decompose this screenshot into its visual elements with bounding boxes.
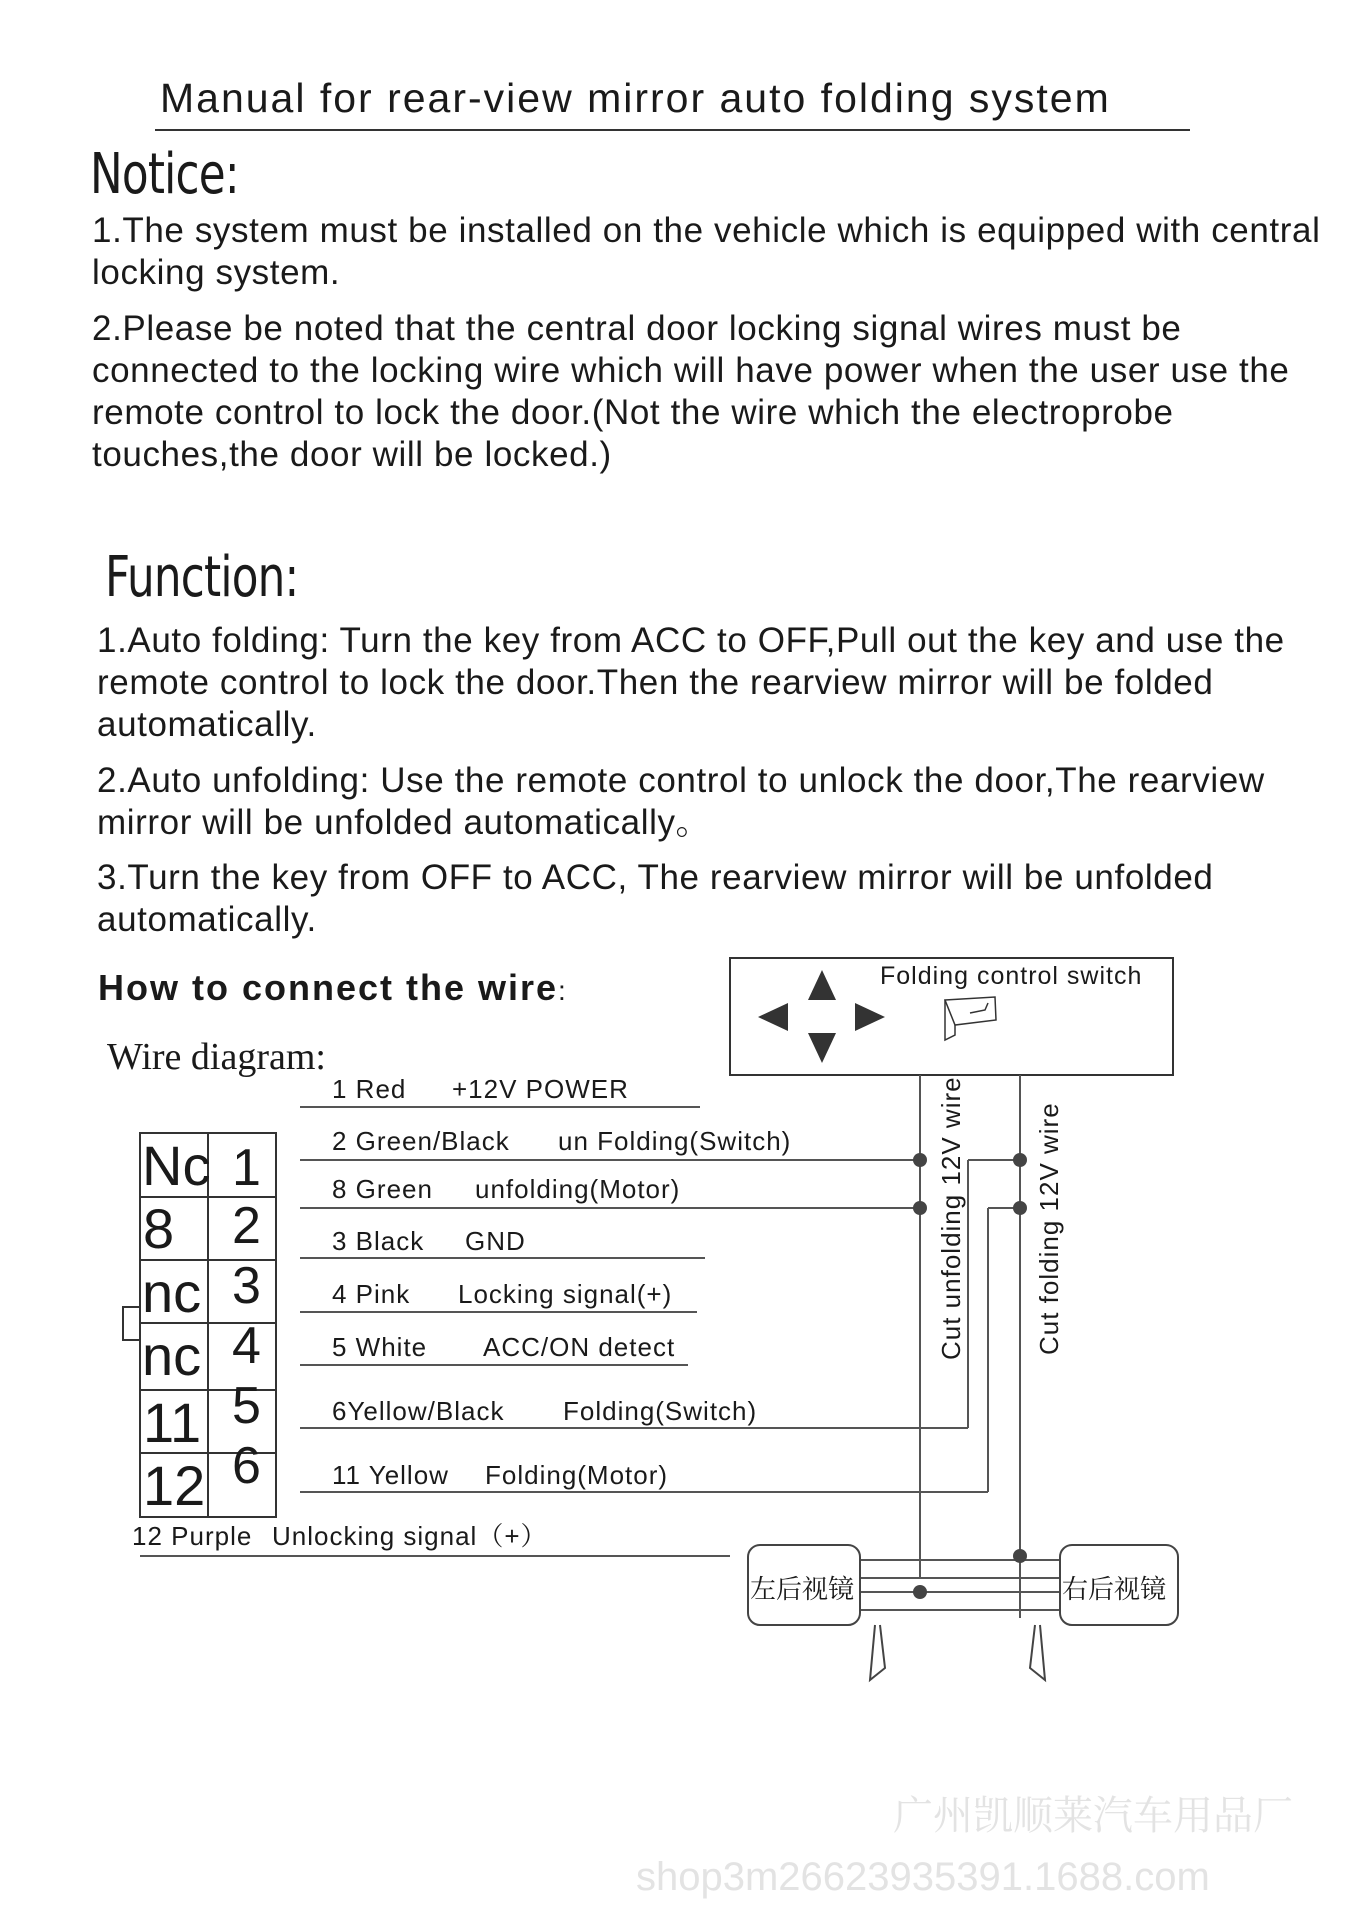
arrow-left-icon [758, 1003, 788, 1031]
wire-5-function: Locking signal(+) [458, 1279, 673, 1309]
junction-dot [913, 1585, 927, 1599]
cut-unfolding-label: Cut unfolding 12V wire [936, 1076, 966, 1360]
junction-dot [913, 1153, 927, 1167]
connector-pin-right-2: 2 [232, 1197, 261, 1255]
connector-pin-left-3: nc [142, 1261, 202, 1324]
wire-5-name: 4 Pink [332, 1279, 411, 1309]
connector-pin-right-1: 1 [232, 1139, 261, 1197]
connector-pin-left-6: 12 [143, 1454, 206, 1517]
connector-pin-right-6: 6 [232, 1437, 261, 1495]
folding-switch-label: Folding control switch [880, 962, 1143, 990]
wire-6-function: ACC/ON detect [483, 1332, 676, 1362]
connect-heading-colon: : [558, 975, 568, 1006]
connector-pin-left-2: 8 [143, 1197, 175, 1260]
arrow-down-icon [808, 1033, 836, 1063]
document-title: Manual for rear-view mirror auto folding system [160, 75, 1111, 121]
function-item-3: 3.Turn the key from OFF to ACC, The rearview mirror will be unfolded automatically. [97, 858, 1214, 939]
connector-pin-left-1: Nc [142, 1134, 211, 1197]
connector-pin-left-5: 11 [143, 1391, 202, 1454]
junction-dot [1013, 1549, 1027, 1563]
junction-dot [1013, 1201, 1027, 1215]
wire-9-function: Unlocking signal（+） [272, 1521, 548, 1551]
wire-4-name: 3 Black [332, 1226, 425, 1256]
wire-7-function: Folding(Switch) [563, 1396, 758, 1426]
wire-3-function: unfolding(Motor) [475, 1174, 681, 1204]
connector-pin-right-4: 4 [232, 1317, 261, 1375]
wire-8-function: Folding(Motor) [485, 1460, 669, 1490]
mirror-switch-icon [945, 997, 996, 1040]
wire-1-name: 1 Red [332, 1074, 407, 1104]
wire-diagram-label: Wire diagram: [107, 1036, 326, 1078]
connect-heading-text: How to connect the wire [98, 967, 559, 1008]
function-heading: Function: [105, 545, 299, 610]
right-mirror-label: 右后视镜 [1062, 1575, 1167, 1605]
watermark-shop: shop3m26623935391.1688.com [636, 1855, 1210, 1899]
wire-2-function: un Folding(Switch) [558, 1126, 792, 1156]
notice-item-2: 2.Please be noted that the central door locking signal wires must be connected to the locking wire which will have power when the user use the remote control to lock the door.(Not the wire which the electroprobe touches,the door will be locked.) [92, 309, 1290, 474]
wire-9-name: 12 Purple [132, 1521, 253, 1551]
connector-pin-right-5: 5 [232, 1377, 261, 1435]
junction-dot [913, 1201, 927, 1215]
notice-heading: Notice: [90, 142, 239, 207]
watermark-company: 广州凯顺莱汽车用品厂 [893, 1794, 1293, 1838]
left-mirror-icon [870, 1625, 885, 1680]
function-item-1: 1.Auto folding: Turn the key from ACC to OFF,Pull out the key and use the remote control to lock the door.Then the rearview mirror will be folded automatically. [97, 621, 1285, 744]
junction-dot [1013, 1153, 1027, 1167]
connector-pin-right-3: 3 [232, 1257, 261, 1315]
wire-8-name: 11 Yellow [332, 1460, 449, 1490]
left-mirror-label: 左后视镜 [750, 1575, 855, 1605]
wire-1-function: +12V POWER [452, 1074, 629, 1104]
arrow-right-icon [855, 1003, 885, 1031]
wire-4-function: GND [465, 1226, 526, 1256]
wire-7-name: 6Yellow/Black [332, 1396, 505, 1426]
arrow-up-icon [808, 970, 836, 1000]
wire-6-name: 5 White [332, 1332, 428, 1362]
wire-3-name: 8 Green [332, 1174, 433, 1204]
wire-2-name: 2 Green/Black [332, 1126, 510, 1156]
cut-folding-label: Cut folding 12V wire [1034, 1102, 1064, 1355]
connector-pin-left-4: nc [142, 1324, 202, 1387]
function-item-2: 2.Auto unfolding: Use the remote control to unlock the door,The rearview mirror will be unfolded automatically。 [97, 761, 1265, 842]
notice-item-1: 1.The system must be installed on the vehicle which is equipped with central locking system. [92, 211, 1321, 292]
right-mirror-icon [1030, 1625, 1045, 1680]
